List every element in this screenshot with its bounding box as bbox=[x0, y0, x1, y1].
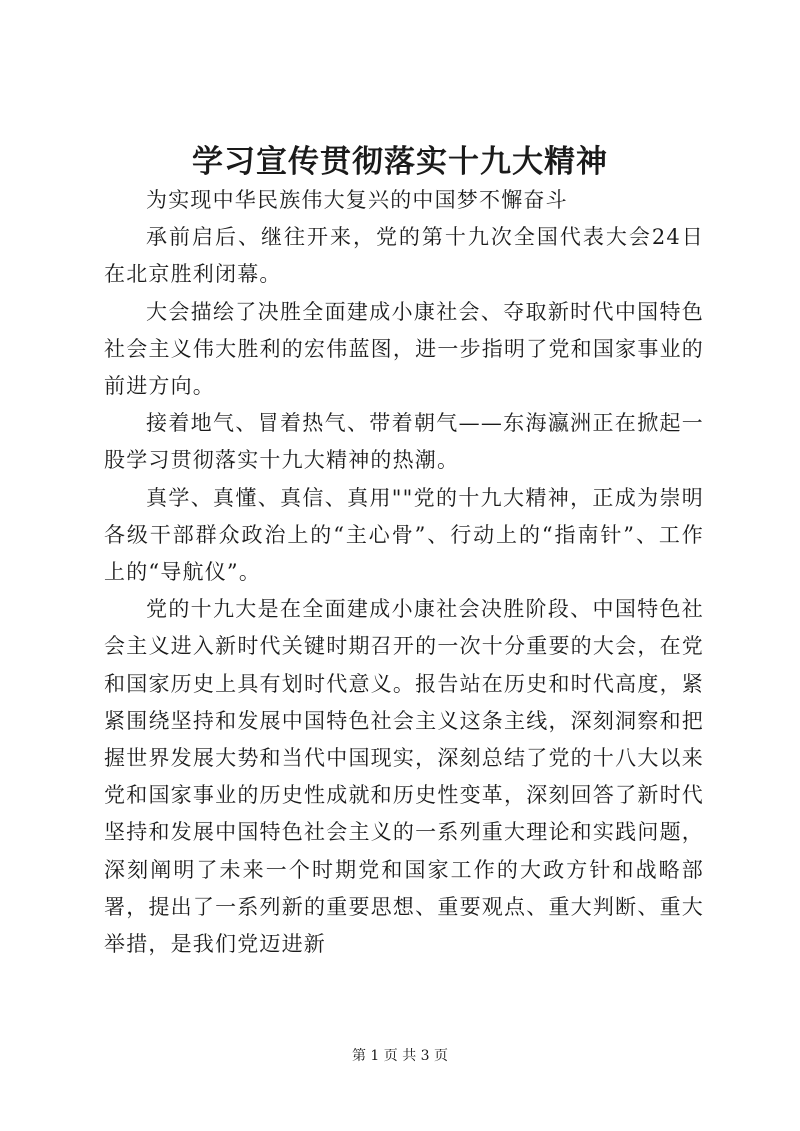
paragraph-subtitle: 为实现中华民族伟大复兴的中国梦不懈奋斗 bbox=[146, 188, 568, 212]
document-body bbox=[104, 182, 704, 963]
paragraph-wave: 接着地气、冒着热气、带着朝气——东海瀛洲正在掀起一股学习贯彻落实十九大精神的热潮。 bbox=[104, 411, 704, 473]
paragraph-significance: 党的十九大是在全面建成小康社会决胜阶段、中国特色社会主义进入新时代关键时期召开的一次十分重要的大会，在党和国家历史上具有划时代意义。报告站在历史和时代高度，紧紧围绕坚持和发展中国特色社会主义这条主线，深刻洞察和把握世界发展大势和当代中国现实，深刻总结了党的十八大以来党和国家事业的历史性成就和历史性变革，深刻回答了新时代坚持和发展中国特色社会主义的一系列重大理论和实践问题，深刻阐明了未来一个时期党和国家工作的大政方针和战略部署，提出了一系列新的重要思想、重要观点、重大判断、重大举措，是我们党迈进新 bbox=[104, 597, 704, 957]
paragraph-guidance: 真学、真懂、真信、真用""党的十九大精神，正成为崇明各级干部群众政治上的“主心骨”、行动上的“指南针”、工作上的“导航仪”。 bbox=[104, 485, 704, 585]
page-footer: 第 1 页 共 3 页 bbox=[351, 1048, 449, 1064]
document-title: 学习宣传贯彻落实十九大精神 bbox=[192, 144, 608, 180]
paragraph-closing: 承前启后、继往开来，党的第十九次全国代表大会24日在北京胜利闭幕。 bbox=[104, 225, 704, 287]
paragraph-blueprint: 大会描绘了决胜全面建成小康社会、夺取新时代中国特色社会主义伟大胜利的宏伟蓝图，进一步指明了党和国家事业的前进方向。 bbox=[104, 299, 704, 399]
